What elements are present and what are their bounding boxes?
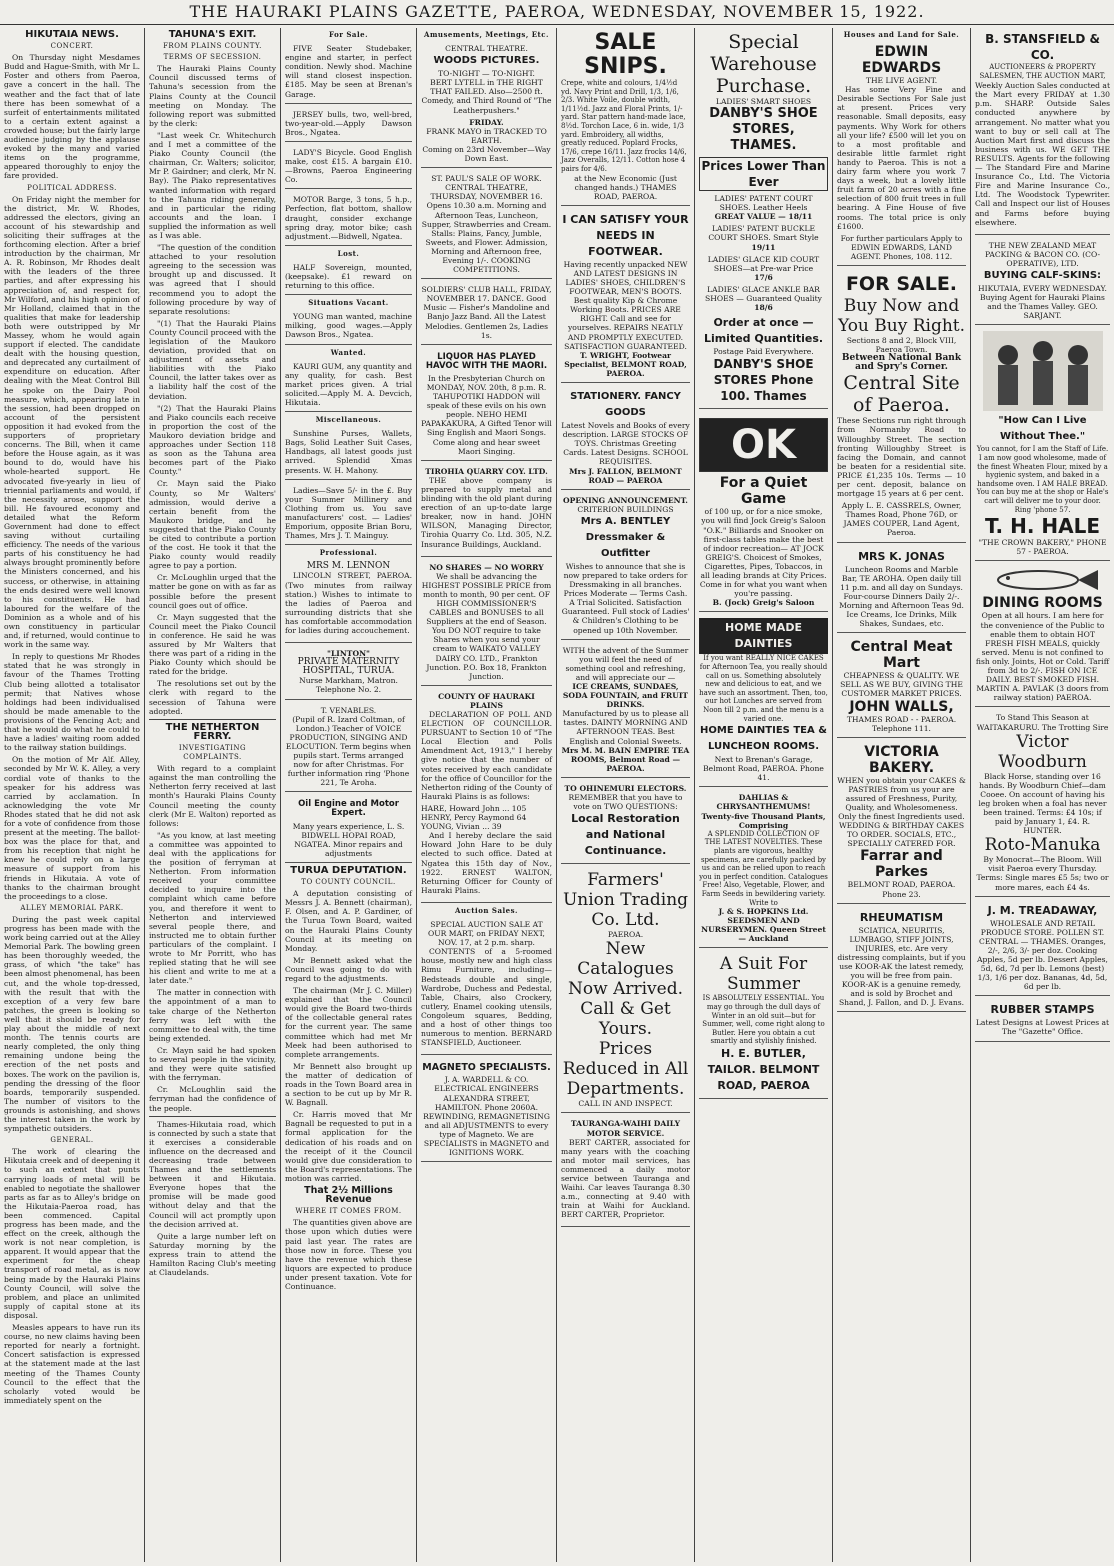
ad-title: WOODS PICTURES. <box>433 55 540 67</box>
ad-title: RUBBER STAMPS <box>990 1003 1095 1017</box>
ad-body: of 100 up, or for a nice smoke, you will find Jock Greig's Saloon "O.K." Billiards and Snooker on first-class tables make the best of indoor recreation— AT JOCK GREIG'S. Choicest of Smokes, Cigarettes, Pipes, Tobaccos, in all leading brands at City Prices. Come in for what you want when you're passing. <box>699 507 828 599</box>
ad-title: J. M. TREADAWAY, <box>987 903 1098 917</box>
ad-body: FRANK MAYO in TRACKED TO EARTH. <box>426 126 547 145</box>
paragraph: The matter in connection with the appointment of a man to take charge of the Netherton ferry was left with the committee to deal with, the time being extended. <box>149 988 276 1043</box>
article-title: TURUA DEPUTATION. <box>290 864 407 876</box>
theatre-ad <box>421 41 552 168</box>
paragraph: Measles appears to have run its course, no new claims having been reported for nearly a fortnight. Concert satisfaction is expressed at the statement made at the last meeting of the Thames County Council to the effect that the scholarly voted would be immediately spent on the <box>4 1323 140 1405</box>
article-title: HIKUTAIA NEWS. <box>25 29 119 40</box>
classified-ad: KAURI GUM, any quantity and any quality, for cash. Best market prices given. A trial solicited.—Apply M. A. Devcich, Hikutaia. <box>285 359 412 412</box>
column-hikutaia-news <box>0 28 144 1562</box>
dairy-ad <box>421 560 552 686</box>
electors-notice <box>561 781 690 864</box>
ad-title: DAHLIAS & CHRYSANTHEMUMS! Twenty-five Thousand Plants, Comprising <box>701 793 826 830</box>
subheading: TERMS OF SECESSION. <box>163 53 262 62</box>
bakery-ad <box>837 741 966 904</box>
ad-body: Many years experience, L. S. BIDWELL HOPAI ROAD, NGATEA. Minor repairs and adjustments <box>292 821 405 858</box>
ad-body: By Monocrat—The Bloom. Will visit Paeroa every Thursday. Terms: Single mares £5 5s; two or more mares, each £4 4s. <box>976 855 1109 892</box>
subheading: WHERE IT COMES FROM. <box>295 1207 402 1216</box>
ad-title: A Suit For Summer <box>719 954 808 995</box>
classified-ad <box>285 703 412 793</box>
shoe-item-desc: LADIES' PATENT BUCKLE COURT SHOES. Smart Style <box>708 224 819 243</box>
classified-ad <box>285 646 412 699</box>
temperance-ad <box>421 348 552 461</box>
shoe-item-price: 19/11 <box>751 242 776 252</box>
ad-title: HOME MADE DAINTIES <box>699 618 828 654</box>
subheading: INVESTIGATING COMPLAINTS. <box>178 743 247 762</box>
ad-footer: B. (Jock) Greig's Saloon <box>712 598 815 608</box>
ad-line: LADIES' SMART SHOES <box>715 97 812 106</box>
paragraph: Quite a large number left on Saturday morning by the express train to attend the Hamilton Racing Club's meeting at Claudelands. <box>149 1231 276 1278</box>
paragraph: On the motion of Mr Alf. Alley, seconded by Mr W. K. Alley, a very cordial vote of thanks to the speaker for his address was carried by acclamation. In acknowledging the vote Mr Rhodes stated that he did not ask for a vote of confidence from those present at the meeting. The ballot-box was the place for that, and from his reception that night he knew he could rely on a large measure of support from his friends in Hikutaia. A vote of thanks to the chairman brought the proceedings to a close. <box>4 755 140 901</box>
ad-title: TIROHIA QUARRY COY. LTD. <box>425 466 548 476</box>
article-title: TAHUNA'S EXIT. <box>168 29 257 40</box>
ad-footer: For further particulars Apply to EDWIN EDWARDS, LAND AGENT. Phones, 108. 112. <box>840 233 963 261</box>
ad-footer: Apply L. E. CASSRELS, Owner, Thames Road, Phone 76D, or JAMES COUPER, Land Agent, Paeroa. <box>841 501 962 538</box>
ad-body: (Pupil of R. Izard Coltman, of London.) Teacher of VOICE PRODUCTION, SINGING AND ELOCUTION. Term begins when pupils start. Terms arranged now for after Christmas. For further information ring 'Phone 221, Te Aroha. <box>285 714 412 788</box>
shoe-item <box>699 285 828 312</box>
nursery-ad <box>699 790 828 948</box>
edwards-ad <box>837 41 966 266</box>
ad-body: If you want REALLY NICE CAKES for Afternoon Tea, you really should call on us. Something absolutely new and delicious to eat, and we have such an assortment. Then, too, our hot Lunches are served from Noon till 2 p.m. and the menu is a varied one. <box>699 654 828 723</box>
ice-cream-ad <box>561 643 690 778</box>
paragraph: Cr. McLoughlin said the ferryman had the confidence of the people. <box>149 1085 276 1113</box>
section-heading: Amusements, Meetings, Etc. <box>424 30 549 39</box>
column-classifieds <box>281 28 416 1562</box>
motor-service-ad <box>561 1116 690 1227</box>
section-heading: POLITICAL ADDRESS. <box>27 183 117 192</box>
ad-body: BERT CARTER, associated for many years with the coaching and motor mail services, has commenced a daily motor service between Tauranga and Waihi. Car leaves Tauranga 8.30 a.m., connecting at 9.40 with train at Waihi for Auckland. BERT CARTER, Proprietor. <box>561 1137 690 1220</box>
ad-body: A SPLENDID COLLECTION OF THE LATEST NOVELTIES. These plants are vigorous, healthy specimens, are carefully packed by us and can be relied upon to reach you in perfect condition. Catalogues Free! Also, Vegetable, Flower, and Farm Seeds in bewildering variety. Write to <box>699 829 828 907</box>
ad-body: And I hereby declare the said Howard John Hare to be duly elected to such office. Dated at Ngatea this 15th day of Nov., 1922. ERNEST WALTON, Returning Officer for County of Hauraki Plains. <box>421 831 552 895</box>
paragraph: Cr. Mayn said the Piako County, so Mr Walters' admission, would derive a certain benefit from the Maukoro bridge, and he suggested that the Piako County be cited to contribute a portion of the cost. He took it that the Piako county would readily agree to pay a portion. <box>149 479 276 571</box>
ad-title: Special Warehouse Purchase. <box>710 31 817 97</box>
ad-body: WHEN you obtain your CAKES & PASTRIES from us your are assured of Freshness, Purity, Quality, and Wholesomeness. Only the finest Ingredients used. WEDDING & BIRTHDAY CAKES TO ORDER. SOCIALS, ETC., SPECIALLY CATERED FOR. <box>837 775 966 849</box>
shoe-item-price: GREAT VALUE — 18/11 <box>714 212 813 222</box>
column-auction-ads <box>971 28 1114 1562</box>
ad-body: Luncheon Rooms and Marble Bar, TE AROHA. Open daily till 11 p.m. and all day on Sundays. Four-course Dinners Daily 2/-. Morning and Afternoon Teas 9d. Ice Creams, Ice Drinks, Milk Shakes, Sundaes, etc. <box>839 564 964 629</box>
paragraph: Mr Bennett also brought up the matter of dedication of roads in the Town Board area in a section to be cut up by Mr R. W. Bagnall. <box>285 1061 412 1108</box>
ad-title: PRIVATE MATERNITY HOSPITAL, TURUA. <box>297 657 400 677</box>
section-heading: Professional. <box>319 548 378 558</box>
ad-title: Buy Now and You Buy Right. <box>837 295 966 336</box>
dance-ad: SOLDIERS' CLUB HALL, FRIDAY, NOVEMBER 17. DANCE. Good Music — Fisher's Mandoline and Banjo Jazz Band. All the Latest Melodies. Gentlemen 2s, Ladies 1s. <box>421 282 552 345</box>
ad-body: BERT LYTELL in THE RIGHT THAT FAILED. Also—2500 ft. Comedy, and Third Round of "The Leatherpushers." <box>421 78 552 115</box>
magneto-ad <box>421 1058 552 1162</box>
ad-body: Manufactured by us to please all tastes. DAINTY MORNING AND AFTERNOON TEAS. Best English and Colonial Sweets. <box>562 709 689 746</box>
section-heading: ALLEY MEMORIAL PARK. <box>20 903 124 912</box>
shoe-item-price: 17/6 <box>754 272 773 282</box>
ad-footer: Mrs J. FALLON, BELMONT ROAD — PAEROA <box>569 466 682 485</box>
dainties-ad <box>699 615 828 787</box>
sale-of-work-ad: ST. PAUL'S SALE OF WORK. CENTRAL THEATRE, THURSDAY, NOVEMBER 16. Opens 10.30 a.m. Morning and Afternoon Teas, Luncheon, Supper, Strawberries and Cream. Stalls: Plains, Fancy, Jumble, Sweets, and Flower. Admission, Morning and Afternoon free, Evening 1/-. COOKING COMPETITIONS. <box>421 171 552 279</box>
ad-body: HIKUTAIA, EVERY WEDNESDAY. Buying Agent for Hauraki Plains and the Thames Valley. GEO. SARJANT. <box>978 283 1107 321</box>
vote-line: HENRY, Percy Raymond 64 <box>421 813 527 823</box>
ad-line: AUCTIONEERS & PROPERTY SALESMEN, THE AUCTION MART, <box>979 63 1106 81</box>
classified-ad: FIVE Seater Studebaker, engine and starter, in perfect condition. Newly shod. Machine will stand closest inspection. £185. May be seen at Brenan's Garage. <box>285 41 412 104</box>
ad-footer: at the New Economic (Just changed hands.) THAMES ROAD, PAEROA. <box>574 173 677 201</box>
paragraph: Thames-Hikutaia road, which is connected by such a state that it exercises a considerable influence on the decreased and decreasing trade between Thames and the settlements between it and Hikutaia. Everyone hopes that the promise will be made good without delay and that the Council will act promptly upon the decision arrived at. <box>149 1116 276 1229</box>
paragraph: The quantities given above are those upon which duties were paid last year. The rates are those now in force. These you have the revenue which these liquors are expected to produce under present taxation. Vote for Continuance. <box>285 1218 412 1291</box>
ad-body: These Sections run right through from Normanby Road to Willoughby Street. The section fronting Willoughby Street is facing the Domain, and cannot be beaten for a residential site. PRICE £1,235 10s. Terms — 10 per cent. deposit, balance on mortgage 15 years at 6 per cent. <box>837 416 966 499</box>
ad-title: LIQUOR HAS PLAYED HAVOC WITH THE MAORI. <box>425 351 548 371</box>
paragraph: During the past week capital progress has been made with the work being carried out at the Alley Memorial Park. The bowling green has been thoroughly weeded, the grass, of which "the take" has been almost phenomenal, has been cut, and the whole top-dressed, with the result that with the exception of a very few bare patches, the green is looking so well that it should be ready for play about the middle of next month. The tennis courts are nearly completed, the only thing remaining undone being the erection of the net posts and boxes. The work on the pavilion is, pending the dressing of the floor boards, temporarily suspended. The number of visitors to the grounds is astonishing, and shows the interest taken in the work by sympathetic outsiders. <box>4 914 140 1134</box>
ad-title: Local Restoration and National Continuance. <box>571 812 680 858</box>
ad-title: NO SHARES — NO WORRY <box>429 562 544 572</box>
classified-ad: JERSEY bulls, two, well-bred, two-year-old.—Apply Dawson Bros., Ngatea. <box>285 107 412 142</box>
ad-body: Latest Novels and Books of every description. LARGE STOCKS OF TOYS. Christmas Greeting Cards. Latest Designs. SCHOOL REQUISITES. <box>561 421 690 467</box>
section-heading: Wanted. <box>330 347 367 357</box>
ad-footer: J. & S. HOPKINS Ltd. SEEDSMEN AND NURSERYMEN. Queen Street — Auckland <box>701 907 826 944</box>
ad-body: CHEAPNESS & QUALITY. WE SELL AS WE BUY, GIVING THE CUSTOMER MARKET PRICES. <box>840 671 963 699</box>
ad-body: Weekly Auction Sales conducted at the Mart every FRIDAY at 1.30 p.m. SHARP. Outside Sales conducted anywhere by arrangement. No matter what you want to buy or sell call at The Auction Mart first and discuss the business with us. WE GET THE RESULTS. Agents for the following— The Standard Fire and Marine Insurance Co., Ltd. The Victoria Fire and Marine Insurance Co., Ltd. The Woodstock Typewriter. Call and Inspect our list of Houses and Farms before buying elsewhere. <box>975 81 1110 227</box>
rheumatism-ad <box>837 907 966 1013</box>
ad-title: Mrs A. BENTLEY Dressmaker & Outfitter <box>580 515 671 559</box>
ad-title: ICE CREAMS, SUNDAES, SODA FOUNTAIN, and FRUIT DRINKS. <box>562 682 689 710</box>
ad-line: CRITERION BUILDINGS <box>577 504 674 514</box>
section-sale-ad <box>837 269 966 543</box>
section-heading: CONCERT. <box>50 42 94 51</box>
ad-title: Farrar and Parkes <box>860 848 943 881</box>
paragraph: On Thursday night Mesdames Budd and Hague-Smith, with Mr L. Foster and others from Paeroa, gave a concert in the hall. The weather and the fact that of late there has been somewhat of a surfeit of entertainments militated to a certain extent against a crowded house; but the fairly large audience judging by the applause evoked by the many and varied items on the programme, appeared thoroughly to enjoy the fare provided. <box>4 53 140 181</box>
ad-body: WHOLESALE AND RETAIL PRODUCE STORE. POLLEN ST. CENTRAL — THAMES. Oranges, 2/-, 2/6, 3/- per doz. Cooking Apples, 5d per lb. Dessert Apples, 5d, 6d, 7d per lb. Lemons (best) 1/3, 1/6 per doz. Bananas, 4d, 5d, 6d per lb. <box>977 918 1108 992</box>
section-heading: GENERAL. <box>50 1136 94 1145</box>
ad-title: DANBY'S SHOE STORES Phone 100. Thames <box>713 357 814 404</box>
article-title: THE NETHERTON FERRY. <box>149 719 276 741</box>
election-notice <box>421 689 552 903</box>
fish-dining-ad <box>975 564 1110 707</box>
classified-ad: MOTOR Barge, 3 tons, 5 h.p., Perfection, flat bottom, shallow draught, consider exchange spring dray, motor bike; cash adjustment.—Bidwell, Ngatea. <box>285 192 412 245</box>
subheading: TO COUNTY COUNCIL. <box>301 878 396 887</box>
section-heading: Houses and Land for Sale. <box>843 30 960 39</box>
ad-title: Prices Reduced in All Departments. <box>562 1039 689 1100</box>
ad-body: Crepe, white and colours, 1/4½d yd. Navy Print and Drill, 1/3, 1/6, 2/3. White Voile, double width, 1/11½d. Jazz and Floral Prints, 1/- yard. Star pattern hand-made lace, 8½d. Torchon Lace, 6 in. wide, 1/3 yard. Embroidery, all widths, greatly reduced. Poplard Frocks, 17/6, crepe 16/11. Jazz frocks 14/6, Jazz Overalls, 12/11. Cotton hose 4 pairs for 4/6. <box>561 79 687 173</box>
paragraph: Cr. Mayn said he had spoken to several people in the vicinity, and they were quite satisfied with the ferryman. <box>149 1045 276 1083</box>
vote-line: YOUNG, Vivian ... 39 <box>421 822 502 832</box>
ad-title: DANBY'S SHOE STORES, THAMES. <box>709 106 818 154</box>
subheading: FROM PLAINS COUNTY. <box>163 42 262 51</box>
ad-title: FOR SALE. <box>845 272 958 295</box>
ad-body: IS ABSOLUTELY ESSENTIAL. You may go through the dull days of Winter in an old suit—but for Summer, well, come right along to Butler. Here you obtain a cut smartly and stylishly finished. <box>702 994 825 1046</box>
ad-title: Central Meat Mart <box>850 639 953 672</box>
ad-line: Between National Bank and Spry's Corner. <box>841 353 962 373</box>
shoe-item <box>699 224 828 251</box>
ad-name: MRS M. LENNON <box>306 561 391 572</box>
ad-body: DECLARATION OF POLL AND ELECTION OF COUNCILLOR. PURSUANT to Section 10 of "The Local Election and Polls Amendment Act, 1913," I hereby give notice that the number of votes received by each candidate for the office of Councillor for the Netherton riding of the County of Hauraki Plains is as follows: <box>421 710 552 801</box>
section-heading: Lost. <box>337 248 360 258</box>
paragraph: "Last week Cr. Whitechurch and I met a committee of the Piako County Council (the chairman, Cr. Walters; solicitor, Mr P. Gairdner; and clerk, Mr N. Bay). The Piako representatives wanted information with regard to the Tahuna riding generally, and in particular the riding accounts and the loan. I supplied the information as well as I was able. <box>149 130 276 240</box>
ad-footer: H. E. BUTLER, TAILOR. BELMONT ROAD, PAEROA <box>707 1047 820 1093</box>
ad-footer: "THE CROWN BAKERY," PHONE 57 - PAEROA. <box>978 538 1107 557</box>
ad-title: Call & Get Yours. <box>580 999 671 1040</box>
ad-body: Black Horse, standing over 16 hands. By Woodburn Chief—dam Cooee. On account of having his leg broken when a foal has never been trained. Terms: £4 10s; if paid by January 1, £4. R. HUNTER. <box>978 771 1107 836</box>
tailor-ad <box>699 951 828 1099</box>
ad-title: COUNTY OF HAURAKI PLAINS <box>438 691 535 710</box>
ad-title: Roto-Manuka <box>984 835 1101 856</box>
paragraph: Cr. McLoughlin urged that the matter be gone on with as far as possible before the present council goes out of office. <box>149 573 276 610</box>
ad-title: OPENING ANNOUNCEMENT. <box>563 495 688 505</box>
bakery-hale-ad <box>975 328 1110 561</box>
classified-ad: Sunshine Purses, Wallets, Bags, Solid Leather Suit Cases, Handbags, all latest goods just arrived. Splendid Xmas presents. W. H. Mahony. <box>285 426 412 479</box>
sale-snips-ad <box>561 28 690 206</box>
column-shoe-ads <box>695 28 832 1562</box>
ad-title: SPECIAL AUCTION SALE AT OUR MART, on FRIDAY NEXT, NOV. 17, at 2 p.m. sharp. <box>428 919 545 948</box>
paragraph: The work of clearing the Hikutaia creek and of deepening it to such an extent that punts carrying loads of metal will be enabled to negotiate the shallower parts as far as to Alley's bridge on the Hikutaia-Paeroa road, has been commenced. Capital progress has been made, and the effect on the creek, although the work is not near completion, is apparent. It would appear that the experiment for the cheap transport of road metal, as is now being made by the Hauraki Plains County Council, will solve the problem, and place an unlimited supply of capital stone at its disposal. <box>4 1147 140 1320</box>
shoe-item <box>699 255 828 282</box>
ad-title: MAGNETO SPECIALISTS. <box>422 1062 551 1074</box>
quarry-ad <box>421 464 552 557</box>
meat-packing-ad <box>975 238 1110 326</box>
ad-title: HOME DAINTIES TEA & LUNCHEON ROOMS. <box>700 725 827 753</box>
vote-line: HARE, Howard John ... 105 <box>421 803 527 813</box>
footwear-ad <box>561 209 690 383</box>
paragraph: Mr Bennett asked what the Council was going to do with regard to the adjustments. <box>285 955 412 983</box>
paragraph: The Hauraki Plains County Council discussed terms of Tahuna's secession from the Plains County at the Council meeting on Monday. The following report was submitted by the clerk: <box>149 64 276 128</box>
ad-body: REMEMBER that you have to vote on TWO QUESTIONS: <box>568 793 683 812</box>
classified-ad: LADY'S Bicycle. Good English make, cost £15. A bargain £10.—Browns, Paeroa Engineering Co. <box>285 145 412 189</box>
section-heading: Miscellaneous. <box>315 415 382 425</box>
ad-line: PAEROA. <box>607 930 644 940</box>
ad-title: DINING ROOMS <box>982 595 1103 612</box>
section-heading: Situations Vacant. <box>308 298 389 308</box>
bakers-illustration-icon <box>983 331 1103 411</box>
stationery-ad <box>561 386 690 490</box>
ad-title: JOHN WALLS, <box>849 698 954 715</box>
ad-line: CALL IN AND INSPECT. <box>578 1099 673 1109</box>
ad-title: Victor Woodburn <box>998 731 1087 772</box>
ad-body: J. A. WARDELL & CO. ELECTRICAL ENGINEERS ALEXANDRA STREET, HAMILTON. Phone 2060A. REWINDING, REMAGNETISING and all ADJUSTMENTS to every type of Magneto. We are SPECIALISTS in MAGNETO and IGNITIONS WORK. <box>423 1075 550 1158</box>
paragraph: A deputation consisting of Messrs J. A. Bennett (chairman), F. Olsen, and A. P. Gardiner, of the Turua Town Board, waited on the Hauraki Plains County Council at its meeting on Monday. <box>285 889 412 953</box>
ad-body: Coming on 23rd November—Way Down East. <box>422 144 551 164</box>
paragraph: "(1) That the Hauraki Plains County Council proceed with the legislation of the Maukoro deviation, provided that on adjustment of assets and liabilities with the Piako Council, the latter takes over as a liability half the cost of the deviation. <box>149 318 276 401</box>
paragraph: "(2) That the Hauraki Plains and Piako councils each receive in proportion the cost of the Maukoro deviation bridge and approaches under Section 118 as soon as the Tahuna area becomes part of the Piako County." <box>149 403 276 477</box>
ad-body: SCIATICA, NEURITIS, LUMBAGO, STIFF JOINTS, INJURIES, etc. Are very distressing complaints, but if you use KOOR-AK the latest remedy, you will be free from pain. KOOR-AK is a genuine remedy, and is sold by Brochet and Shand, J. Fallon, and D. J. Evans. <box>837 925 966 1008</box>
produce-store-ad <box>975 900 1110 997</box>
ad-body: CONTENTS of a 5-roomed house, mostly new and high class Rimu Furniture, including—Bedsteads double and single, Wardrobe, Duchess and Pedestal, Table, Chairs, also Crockery, cutlery, Enamel cooking utensils, Congoleum squares, Bedding, and a host of other things too numerous to mention. BERNARD STANSFIELD, Auctioneer. <box>421 947 552 1048</box>
paragraph: The chairman (Mr J. C. Miller) explained that the Council would give the Board two-thirds of the collectable general rates for the current year. The same committee which had met Mr Meek had been authorised to complete arrangements. <box>285 986 412 1059</box>
auction-ad <box>421 917 552 1055</box>
ad-body: In the Presbyterian Church on MONDAY, NOV. 20th, 8 p.m. R. TAHUPOTIKI HADDON will speak of these evils on his own people. NEHO HEMI PAPAKAKURA, A Gifted Tenor will Sing English and Maori Songs. Come along and hear sweet Maori Singing. <box>421 373 552 456</box>
ad-line: FRIDAY. <box>469 117 504 127</box>
ad-line: To Stand This Season at WAITAKARURU. The Trotting Sire <box>976 713 1109 732</box>
classified-ad <box>285 559 412 643</box>
ad-title: B. STANSFIELD & CO. <box>985 32 1100 62</box>
ad-title: VICTORIA BAKERY. <box>864 743 939 776</box>
ad-title: RHEUMATISM <box>859 910 944 924</box>
ad-title: Oil Engine and Motor Expert. <box>298 799 399 819</box>
article-title: That 2½ Millions Revenue <box>304 1185 393 1206</box>
column-shop-ads <box>557 28 694 1562</box>
ad-name: "LINTON" <box>327 649 370 659</box>
classified-ad: YOUNG man wanted, machine milking, good wages.—Apply Dawson Bros., Ngatea. <box>285 309 412 344</box>
ad-title: New Catalogues Now Arrived. <box>568 939 683 1000</box>
ad-title: TO OHINEMURI ELECTORS. <box>564 783 687 793</box>
ad-title: STATIONERY. FANCY GOODS <box>570 391 681 419</box>
ad-line: Sections 8 and 2, Block VIII, Paeroa Town. <box>846 335 957 355</box>
ad-title: Order at once — Limited Quantities. <box>703 316 824 346</box>
ad-title: SALE SNIPS. <box>584 30 667 79</box>
shoe-item-desc: LADIES' PATENT COURT SHOES. Leather Heels <box>714 194 813 213</box>
ad-body: Having recently unpacked NEW AND LATEST DESIGNS IN LADIES' SHOES, CHILDREN'S FOOTWEAR, MEN'S BOOTS. Best quality Kip & Chrome Working Boots. PRICES ARE RIGHT. Call and see for yourselves. REPAIRS NEATLY AND PROMPTLY EXECUTED. SATISFACTION GUARANTEED. <box>563 259 688 351</box>
ad-title: TAURANGA-WAIHI DAILY MOTOR SERVICE. <box>570 1119 681 1138</box>
ad-body: THE above company is prepared to supply metal and blinding with the old plant during erection of an up-to-date large breaker, now in hand. JOHN WILSON, Managing Director, Tirohia Quarry Co. Ltd. 305, N.Z. Insurance Buildings, Auckland. <box>421 475 552 549</box>
masthead: THE HAURAKI PLAINS GAZETTE, PAEROA, WEDNESDAY, NOVEMBER 15, 1922. <box>0 0 1114 25</box>
paragraph: The resolutions set out by the clerk with regard to the secession of Tahuna were adopted. <box>149 679 276 716</box>
ad-title: T. H. HALE <box>984 514 1101 539</box>
ad-footer: Mrs M. M. BAIN EMPIRE TEA ROOMS, Belmont Road — PAEROA. <box>561 745 690 773</box>
paragraph: With regard to a complaint against the man controlling the Netherton ferry received at last month's Hauraki Plains County Council meeting the county clerk (Mr E. Walton) reported as follows: <box>149 764 276 828</box>
stallion-ad <box>975 710 1110 896</box>
ad-title: MRS K. JONAS <box>858 549 945 563</box>
ad-title: Prices Lower Than Ever <box>699 157 828 191</box>
ad-footer: T. WRIGHT, Footwear Specialist, BELMONT ROAD, PAEROA. <box>564 350 687 378</box>
meat-mart-ad <box>837 636 966 737</box>
paragraph: "The question of the condition attached to your resolution agreeing to the secession was brought up and discussed. It was agreed that I should recommend you to adopt the following procedure by way of separate resolutions: <box>149 243 276 316</box>
stansfield-ad <box>975 28 1110 235</box>
ad-line: CENTRAL THEATRE. <box>445 44 528 54</box>
paragraph: Cr. Mayn suggested that the Council meet the Piako Council in conference. He said he was assured by Mr Walters that there was part of a riding in the Piako County which should be rated for the bridge. <box>149 612 276 677</box>
ad-body: You cannot, for I am the Staff of Life. I am now good wholesome, made of the finest Wheaten Flour, mixed by a hygienic system, and baked in a handsome oven. I AM HALE BREAD. You can buy me at the shop or Hale's cart will deliver me to your door. Ring 'phone 57. <box>976 445 1109 514</box>
paragraph: Cr. Harris moved that Mr Bagnall be requested to put in a formal application for the dedication of his roads and on the receipt of it the Council would give due consideration to the Board's representations. The motion was carried. <box>285 1110 412 1183</box>
ad-title: BUYING CALF-SKINS: <box>983 269 1102 281</box>
paragraph: In reply to questions Mr Rhodes stated that he was strongly in favour of the Thames Trotting Club being allotted a totalisator permit; that Natives whose holdings had been individualised should be made amenable to the provisions of the Fencing Act; and that he would do what he could to have a ladies' waiting room added to the railway station buildings. <box>4 652 140 753</box>
shoe-item-price: 18/6 <box>754 303 773 313</box>
paragraph: On Friday night the member for the district, Mr. W. Rhodes, addressed the electors, giving an account of his stewardship and soliciting their suffrages at the forthcoming election. After a brief introduction by the chairman, Mr A. R. Robinson, Mr Rhodes dealt with the leaders of the three parties, and after expressing his appreciation of, and respect for, Mr Wilford, and his high opinion of Mr Holland, claimed that in the qualities that make for leadership both were outstripped by Mr Massey, whom he would again support if elected. The candidate dealt with the housing question, and deprecated any curtailment of expenditure on education. After dealing with the Meat Control Bill he spoke on the Dairy Pool measure, which, appearing late in the session, had been dropped on account of the persistent opposition it had evoked from the supporters of proprietary concerns. The Bill, when it came before the House again, as it was bound to do, would have his whole-hearted support. He advocated five-yearly in lieu of triennial parliaments and would, if the necessity arose, support the bill. He favoured economy and detailed what the Reform Government had done to effect saving without curtailing efficiency. The needs of the various parts of his constituency he had always brought prominently before the Ministers concerned, and his success, or otherwise, in attaining the ends desired were well known to his constituents. He had laboured for the welfare of the Dominion as a whole and of his own constituency in particular and, if returned, would continue to work in the same way. <box>4 194 140 650</box>
billiards-ad <box>699 412 828 612</box>
classified-ad <box>285 795 412 863</box>
ad-line: Postage Paid Everywhere. <box>713 347 814 357</box>
ad-body: WITH the advent of the Summer you will feel the need of something cool and refreshing, and will appreciate our — <box>562 645 689 682</box>
paragraph: "As you know, at last meeting a committee was appointed to deal with the applications for the position of ferryman at Netherton. From information received your committee decided to inquire into the complaint which came before you, and therefore it went to Netherton and interviewed several people there, and instructed me to obtain further particulars of the complaint. I wrote to Mr Porritt, who has replied stating that he will see his client and write to me at a later date." <box>149 830 276 986</box>
fish-icon <box>983 567 1103 593</box>
ad-title: For a Quiet Game <box>719 475 808 508</box>
ad-body: Nurse Markham, Matron. Telephone No. 2. <box>299 676 398 695</box>
ad-name: T. VENABLES. <box>320 705 377 715</box>
ad-footer: Next to Brenan's Garage, Belmont Road, PAEROA. Phone 41. <box>703 755 824 783</box>
ad-body: Wishes to announce that she is now prepared to take orders for Dressmaking in all branches. Prices Moderate — Terms Cash. A Trial Solicited. Satisfaction Guaranteed. Full stock of Ladies' & Children's Clothing to be opened up 10th November. <box>561 561 690 635</box>
column-tahuna-exit <box>145 28 280 1562</box>
classified-ad: Ladies—Save 5/- in the £. Buy your Summer Millinery and Clothing from us. You save manufacturers' cost. — Ladies' Emporium, opposite Brian Boru, Thames, Mrs J. T. Mainguy. <box>285 483 412 546</box>
rubber-stamps-ad <box>975 999 1110 1041</box>
section-heading: For Sale. <box>328 30 369 39</box>
ad-body: LINCOLN STREET, PAEROA. (Two minutes from railway station.) Wishes to intimate to the ladies of Paeroa and surrounding districts that she has comfortable accommodation for ladies during accouchement. <box>285 571 412 635</box>
section-heading: Auction Sales. <box>455 905 518 915</box>
ad-footer: THAMES ROAD - - PAEROA. Telephone 111. <box>846 714 957 733</box>
ad-body: Open at all hours. I am here for the convenience of the Public to enable them to obtain HOT FRESH FISH MEALS, quickly served. Menu is not confined to fish only. Joints, Hot or Cold. Tariff from 3d to 2/-. FISH ON ICE DAILY. BEST SMOKED FISH. MARTIN A. PAVLAK (3 doors from railway station) PAEROA. <box>975 611 1110 703</box>
shoe-item <box>699 194 828 221</box>
shoe-list <box>699 194 828 312</box>
column-amusements <box>417 28 556 1562</box>
ad-title: I CAN SATISFY YOUR NEEDS IN FOOTWEAR. <box>562 212 689 258</box>
ad-title: EDWIN EDWARDS <box>861 44 942 77</box>
ad-footer: BELMONT ROAD, PAEROA. Phone 23. <box>847 880 956 899</box>
ad-body: Latest Designs at Lowest Prices at The "Gazette" Office. <box>975 1018 1110 1037</box>
ad-line: THE LIVE AGENT. <box>865 76 938 86</box>
ad-body: Has some Very Fine and Desirable Sections For Sale just at present. Prices very reasonable. Small deposits, easy payments. Why Work for others all your life? £500 will let you on to a most profitable and desirable little farmlet right handy to Paeroa. This is not a dairy farm where you work 7 days a week, but a lovely little fruit farm of 20 acres with a fine selection of 800 fruit trees in full bearing. A Fine House of five rooms. The total price is only £1600. <box>837 85 966 231</box>
shoe-item-desc: LADIES' GLACE ANKLE BAR SHOES — Guaranteed Quality <box>705 284 822 304</box>
ad-title: Farmers' Union Trading Co. Ltd. <box>562 870 689 931</box>
dressmaker-ad <box>561 493 690 640</box>
ad-line: TO-NIGHT — TO-NIGHT. <box>438 69 535 79</box>
ad-title: THE NEW ZEALAND MEAT PACKING & BACON CO. (CO-OPERATIVE), LTD. <box>984 240 1101 268</box>
ad-title: "How Can I Live Without Thee." <box>998 415 1087 443</box>
farmers-union-ad <box>561 867 690 1113</box>
luncheon-ad <box>837 546 966 634</box>
ad-title: Central Site of Paeroa. <box>843 372 960 417</box>
danby-shoe-ad <box>699 28 828 409</box>
ok-logo: OK <box>699 418 828 472</box>
column-land-ads <box>833 28 970 1562</box>
classified-ad: HALF Sovereign, mounted, (keepsake). £1 reward on returning to this office. <box>285 260 412 295</box>
ad-body: We shall be advancing the HIGHEST POSSIBLE PRICE from month to month, 90 per cent. OF HIGH COMMISSIONER'S CABLES and BONUSES to all Suppliers at the end of Season. You DO NOT require to take Shares when you send your cream to WAIKATO VALLEY DAIRY CO. LTD., Frankton Junction. P.O. Box 18, Frankton Junction. <box>421 571 552 681</box>
shoe-item-desc: LADIES' GLACE KID COURT SHOES—at Pre-war Price <box>707 254 820 273</box>
